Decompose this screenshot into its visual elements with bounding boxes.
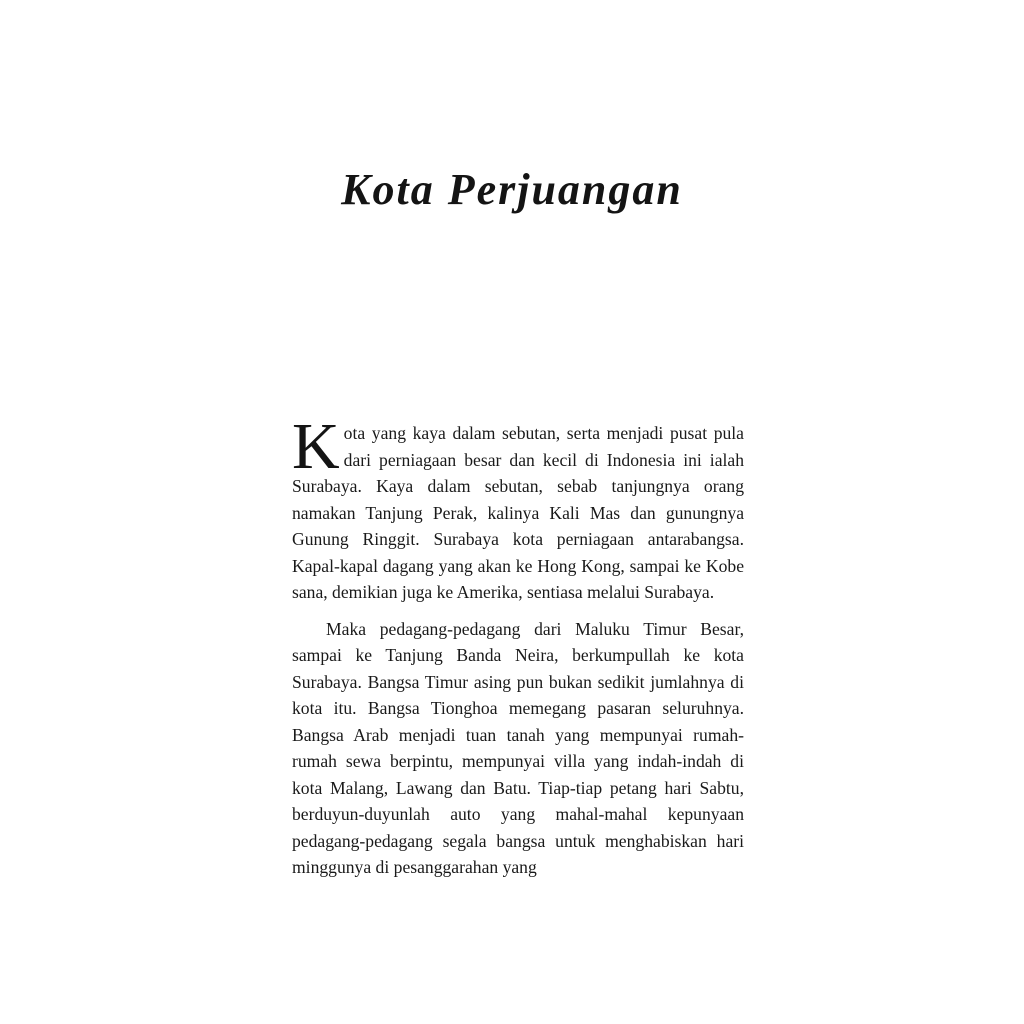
chapter-body — [292, 410, 744, 881]
paragraph-2: Maka pedagang-pedagang dari Maluku Timur Besar, sampai ke Tanjung Banda Neira, berkumpullah ke kota Surabaya. Bangsa Timur asing pun bukan sedikit jumlahnya di kota itu. Bangsa Tionghoa memegang pasaran seluruhnya. Bangsa Arab menjadi tuan tanah yang mempunyai rumah-rumah sewa berpintu, mempunyai villa yang indah-indah di kota Malang, Lawang dan Batu. Tiap-tiap petang hari Sabtu, berduyun-duyunlah auto yang mahal-mahal kepunyaan pedagang-pedagang segala bangsa untuk menghabiskan hari minggunya di pesanggarahan yang — [292, 618, 744, 877]
paragraph-1 — [292, 410, 744, 606]
drop-cap-box — [292, 410, 340, 483]
paragraph-1-text: ota yang kaya dalam sebutan, serta menjadi pusat pula dari perniagaan besar dan kecil di Indonesia ini ialah Surabaya. Kaya dalam sebutan, sebab tanjungnya orang namakan Tanjung Perak, kalinya Kali Mas dan gunungnya Gunung Ringgit. Surabaya kota perniagaan antarabangsa. Kapal-kapal dagang yang akan ke Hong Kong, sampai ke Kobe sana, demikian juga ke Amerika, sentiasa melalui Surabaya. — [292, 423, 744, 602]
drop-cap: K — [292, 410, 340, 483]
chapter-title: Kota Perjuangan — [341, 165, 683, 214]
